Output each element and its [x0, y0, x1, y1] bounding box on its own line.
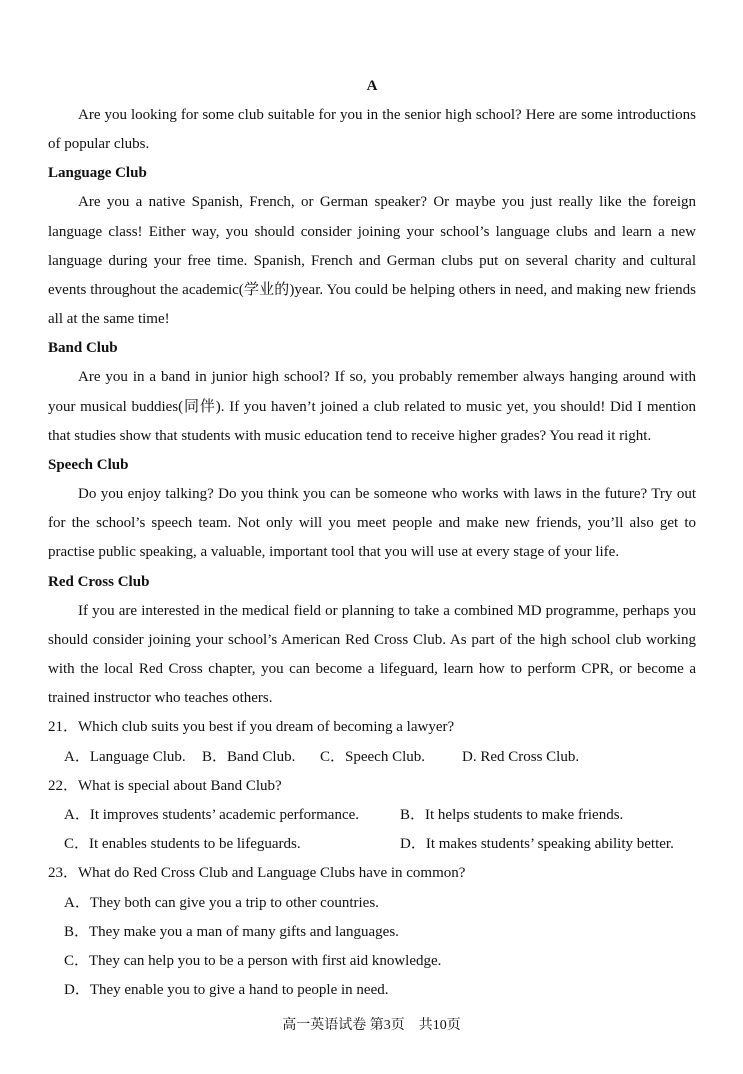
intro-paragraph: Are you looking for some club suitable for you in the senior high school? Here are some introductions of popular clubs.	[48, 107, 696, 153]
question-22: 22．What is special about Band Club?	[48, 777, 282, 794]
q23-option-a: A．They both can give you a trip to other countries.	[64, 894, 379, 911]
exam-page	[48, 72, 696, 1005]
q23-option-d: D．They enable you to give a hand to people in need.	[64, 982, 389, 999]
club-heading-band: Band Club	[48, 340, 118, 357]
q23-option-c: C．They can help you to be a person with first aid knowledge.	[64, 953, 442, 970]
q22-option-c: C．It enables students to be lifeguards.	[64, 836, 301, 853]
question-21-options	[48, 743, 696, 772]
club-heading-language: Language Club	[48, 165, 147, 182]
question-23: 23．What do Red Cross Club and Language Clubs have in common?	[48, 865, 466, 882]
club-heading-red-cross: Red Cross Club	[48, 573, 150, 590]
section-title: A	[366, 78, 378, 94]
club-heading-speech: Speech Club	[48, 457, 129, 474]
question-22-options-row2	[48, 830, 696, 859]
club-text-band: Are you in a band in junior high school? If so, you probably remember always hanging around with your musical buddies(同伴). If you haven’t joined a club related to music yet, you should! Did I mention that studies show that students with music education tend to receive higher grades? You read it right.	[48, 369, 696, 444]
question-22-options-row1	[48, 801, 696, 830]
q21-option-b: B．Band Club.	[202, 748, 296, 765]
club-text-speech: Do you enjoy talking? Do you think you can be someone who works with laws in the future? Try out for the school’s speech team. Not only will you meet people and make new friends, you’ll also get to practise public speaking, a valuable, important tool that you will use at every stage of your life.	[48, 486, 696, 561]
club-text-red-cross: If you are interested in the medical field or planning to take a combined MD programme, perhaps you should consider joining your school’s American Red Cross Club. As part of the high school club working with the local Red Cross chapter, you can become a lifeguard, learn how to perform CPR, or become a trained instructor who teaches others.	[48, 602, 696, 707]
q21-option-a: A．Language Club.	[64, 748, 186, 765]
q22-option-b: B．It helps students to make friends.	[400, 807, 624, 824]
club-text-language: Are you a native Spanish, French, or German speaker? Or maybe you just really like the foreign language class! Either way, you should consider joining your school’s language clubs and learn a new language during your free time. Spanish, French and German clubs put on several charity and cultural events throughout the academic(学业的)year. You could be helping others in need, and making new friends all at the same time!	[48, 194, 696, 328]
q21-option-c: C．Speech Club.	[320, 748, 425, 765]
q23-option-b: B．They make you a man of many gifts and languages.	[64, 923, 399, 940]
q22-option-d: D．It makes students’ speaking ability better.	[400, 836, 674, 853]
q21-option-d: D. Red Cross Club.	[462, 748, 580, 765]
q22-option-a: A．It improves students’ academic performance.	[64, 807, 360, 824]
question-21: 21．Which club suits you best if you dream of becoming a lawyer?	[48, 719, 455, 736]
question-23-options	[48, 889, 696, 1006]
page-footer: 高一英语试卷 第3页 共10页	[282, 1018, 461, 1033]
